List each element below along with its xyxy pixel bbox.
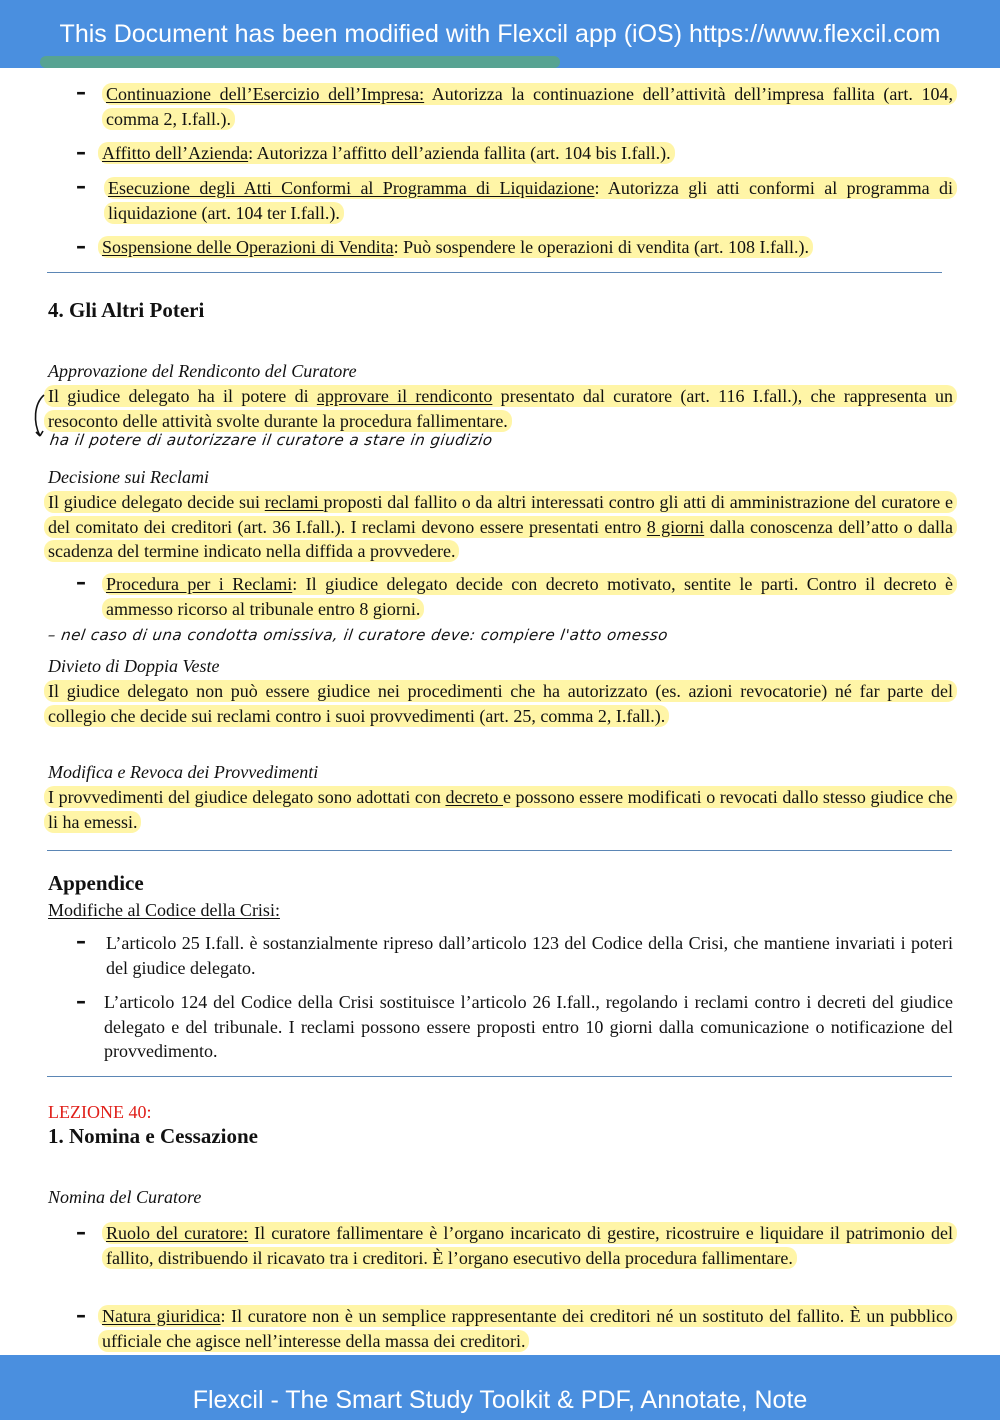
divider xyxy=(47,850,952,851)
item-text: Autorizza la continuazione dell’attività dell’impresa fallita (art. 104, comma 2, I.fall.). xyxy=(106,84,954,129)
subsection-title: Nomina del Curatore xyxy=(48,1187,202,1207)
paragraph xyxy=(48,785,953,834)
subsection-title: Modifica e Revoca dei Provvedimenti xyxy=(48,762,319,782)
item-term: Esecuzione degli Atti Conformi al Programma di Liquidazione xyxy=(108,178,595,198)
item-term: Affitto dell’Azienda xyxy=(102,143,249,163)
underlined-term: approvare il rendiconto xyxy=(316,386,493,406)
underlined-term: 8 giorni xyxy=(646,516,705,537)
lesson-label: LEZIONE 40: xyxy=(48,1102,152,1122)
paragraph xyxy=(48,490,953,564)
text: e possono essere modificati o revocati dallo stesso giudice che li ha emessi. xyxy=(48,787,953,832)
list-item xyxy=(108,176,953,225)
text: presentato dal curatore (art. 116 I.fall.), che rappresenta un resoconto delle attività svolte durante la procedura fallimentare. xyxy=(48,386,953,431)
item-text: : Autorizza gli atti conformi al programma di liquidazione (art. 104 ter I.fall.). xyxy=(108,178,954,223)
subsection-title: Decisione sui Reclami xyxy=(48,467,209,487)
bullet-dash: – xyxy=(76,989,86,1013)
bullet-dash: – xyxy=(76,174,86,198)
list-item xyxy=(102,235,953,260)
green-highlight-strip xyxy=(40,56,560,68)
handwritten-bracket-icon xyxy=(30,392,48,444)
subsection-title: Modifiche al Codice della Crisi: xyxy=(48,900,280,920)
item-text: : Il giudice delegato decide con decreto motivato, sentite le parti. Contro il decreto è ammesso ricorso al tribunale entro 8 giorni. xyxy=(106,574,953,619)
section-title: 1. Nomina e Cessazione xyxy=(48,1124,258,1148)
bullet-dash: – xyxy=(76,1220,86,1244)
divider xyxy=(47,272,942,273)
underlined-term: decreto xyxy=(445,787,503,807)
subsection-title: Approvazione del Rendiconto del Curatore xyxy=(48,361,357,381)
handwritten-note: – nel caso di una condotta omissiva, il curatore deve: compiere l'atto omesso xyxy=(46,626,670,644)
subsection-title: Divieto di Doppia Veste xyxy=(48,656,220,676)
list-item: L’articolo 25 I.fall. è sostanzialmente ripreso dall’articolo 123 del Codice della Crisi, che mantiene invariati i poteri del giudice delegato. xyxy=(106,933,953,978)
item-text: : Può sospendere le operazioni di vendita (art. 108 I.fall.). xyxy=(393,237,809,257)
list-item xyxy=(102,141,953,166)
underlined-term: reclami xyxy=(264,492,324,512)
section-title: 4. Gli Altri Poteri xyxy=(48,298,205,322)
divider xyxy=(47,1076,952,1077)
item-text: Il curatore fallimentare è l’organo incaricato di gestire, ricostruire e liquidare il patrimonio del fallito, distribuendo il ricavato tra i creditori. È l’organo esecutivo della procedura fallimentare. xyxy=(106,1223,953,1268)
item-text: : Autorizza l’affitto dell’azienda fallita (art. 104 bis I.fall.). xyxy=(248,143,671,163)
list-item: L’articolo 124 del Codice della Crisi sostituisce l’articolo 26 I.fall., regolando i reclami contro i decreti del giudice delegato e del tribunale. I reclami possono essere proposti entro 10 giorni dalla comunicazione o notificazione del provvedimento. xyxy=(104,992,953,1061)
bullet-dash: – xyxy=(76,234,86,258)
text: Il giudice delegato non può essere giudice nei procedimenti che ha autorizzato (es. azioni revocatorie) né far parte del collegio che decide sui reclami contro i suoi provvedimenti (art. 25, comma 2, I.fall.). xyxy=(44,680,957,727)
paragraph xyxy=(48,384,953,433)
text: dalla conoscenza dell’atto o dalla scadenza del termine indicato nella diffida a provvedere. xyxy=(48,516,954,561)
list-item xyxy=(106,572,953,621)
bullet-dash: – xyxy=(76,80,86,104)
text: Il giudice delegato ha il potere di xyxy=(48,386,317,406)
item-term: Continuazione dell’Esercizio dell’Impresa: xyxy=(106,84,425,104)
list-item xyxy=(102,1304,953,1353)
handwritten-note: ha il potere di autorizzare il curatore a stare in giudizio xyxy=(48,431,494,449)
item-term: Procedura per i Reclami xyxy=(106,574,293,594)
section-title: Appendice xyxy=(48,871,144,895)
bullet-dash: – xyxy=(76,570,86,594)
list-item xyxy=(106,82,953,131)
item-term: Sospensione delle Operazioni di Vendita xyxy=(102,237,394,257)
item-term: Natura giuridica xyxy=(102,1306,221,1326)
bullet-dash: – xyxy=(76,929,86,953)
item-term: Ruolo del curatore: xyxy=(106,1223,249,1243)
item-text: : Il curatore non è un semplice rappresentante dei creditori né un sostituto del fallito. È un pubblico ufficiale che agisce nell’interesse della massa dei creditori. xyxy=(102,1306,953,1351)
flexcil-top-banner[interactable]: This Document has been modified with Flexcil app (iOS) https://www.flexcil.com xyxy=(0,0,1000,68)
bullet-dash: – xyxy=(76,1303,86,1327)
bullet-dash: – xyxy=(76,140,86,164)
flexcil-bottom-banner[interactable]: Flexcil - The Smart Study Toolkit & PDF, Annotate, Note xyxy=(0,1355,1000,1420)
text: Il giudice delegato decide sui xyxy=(48,492,265,512)
text: proposti dal fallito o da altri interessati contro gli atti di amministrazione del curatore e del comitato dei creditori (art. 36 I.fall.). I reclami devono essere presentati entro xyxy=(48,492,953,537)
paragraph xyxy=(48,679,953,728)
text: I provvedimenti del giudice delegato sono adottati con xyxy=(48,787,446,807)
list-item xyxy=(106,1221,953,1270)
